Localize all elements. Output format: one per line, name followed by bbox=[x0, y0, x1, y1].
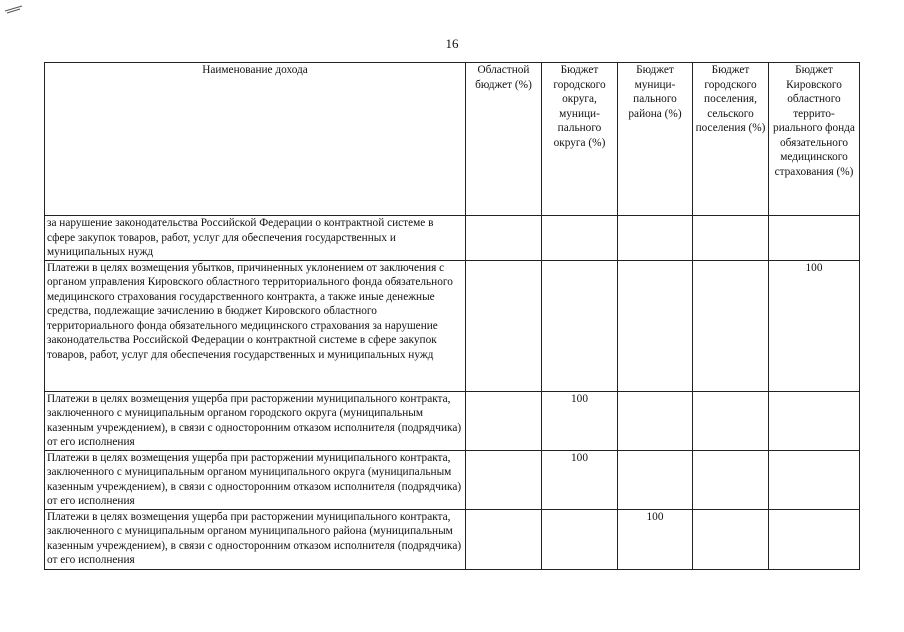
city-cell: 100 bbox=[542, 391, 618, 450]
header-medical-fund-budget: Бюджет Кировского областного террито-риального фонда обязательного медицинского страхования (%) bbox=[769, 63, 860, 216]
regional-cell bbox=[466, 509, 542, 569]
municipal-cell bbox=[618, 391, 693, 450]
municipal-cell bbox=[618, 216, 693, 261]
income-name-cell: Платежи в целях возмещения ущерба при расторжении муниципального контракта, заключенного с муниципальным органом муниципального района (муниципальным казенным учреждением), в связи с односторонним отказом исполнителя (подрядчика) от его исполнения bbox=[45, 509, 466, 569]
city-cell bbox=[542, 216, 618, 261]
table-row bbox=[45, 260, 860, 391]
city-cell bbox=[542, 260, 618, 391]
municipal-cell bbox=[618, 450, 693, 509]
income-name-cell: Платежи в целях возмещения убытков, причиненных уклонением от заключения с органом управления Кировского областного территориального фонда обязательного медицинского страхования государственного контракта, а также иные денежные средства, подлежащие зачислению в бюджет Кировского областного территориального фонда обязательного медицинского страхования за нарушение законодательства Российской Федерации о контрактной системе в сфере закупок товаров, работ, услуг для обеспечения государственных и муниципальных нужд bbox=[45, 260, 466, 391]
header-settlement-budget: Бюджет городского поселения, сельского поселения (%) bbox=[693, 63, 769, 216]
regional-cell bbox=[466, 216, 542, 261]
settlement-cell bbox=[693, 260, 769, 391]
city-cell bbox=[542, 509, 618, 569]
settlement-cell bbox=[693, 509, 769, 569]
settlement-cell bbox=[693, 216, 769, 261]
fund-cell bbox=[769, 509, 860, 569]
header-income-name: Наименование дохода bbox=[45, 63, 466, 216]
regional-cell bbox=[466, 260, 542, 391]
table-row bbox=[45, 391, 860, 450]
table-header-row bbox=[45, 63, 860, 216]
header-municipal-district-budget: Бюджет муници-пального района (%) bbox=[618, 63, 693, 216]
regional-cell bbox=[466, 391, 542, 450]
table-row bbox=[45, 509, 860, 569]
header-city-budget: Бюджет городского округа, муници-пального округа (%) bbox=[542, 63, 618, 216]
fund-cell bbox=[769, 216, 860, 261]
income-name-cell: за нарушение законодательства Российской Федерации о контрактной системе в сфере закупок товаров, работ, услуг для обеспечения государственных и муниципальных нужд bbox=[45, 216, 466, 261]
fund-cell bbox=[769, 391, 860, 450]
settlement-cell bbox=[693, 391, 769, 450]
pen-scratch-mark bbox=[4, 4, 24, 14]
settlement-cell bbox=[693, 450, 769, 509]
table-row bbox=[45, 450, 860, 509]
income-distribution-table bbox=[44, 62, 860, 570]
city-cell: 100 bbox=[542, 450, 618, 509]
table-row bbox=[45, 216, 860, 261]
income-name-cell: Платежи в целях возмещения ущерба при расторжении муниципального контракта, заключенного с муниципальным органом муниципального округа (муниципальным казенным учреждением), в связи с односторонним отказом исполнителя (подрядчика) от его исполнения bbox=[45, 450, 466, 509]
municipal-cell: 100 bbox=[618, 509, 693, 569]
fund-cell bbox=[769, 450, 860, 509]
municipal-cell bbox=[618, 260, 693, 391]
header-regional-budget: Областной бюджет (%) bbox=[466, 63, 542, 216]
regional-cell bbox=[466, 450, 542, 509]
income-name-cell: Платежи в целях возмещения ущерба при расторжении муниципального контракта, заключенного с муниципальным органом городского округа (муниципальным казенным учреждением), в связи с односторонним отказом исполнителя (подрядчика) от его исполнения bbox=[45, 391, 466, 450]
page-number: 16 bbox=[445, 36, 459, 51]
fund-cell: 100 bbox=[769, 260, 860, 391]
